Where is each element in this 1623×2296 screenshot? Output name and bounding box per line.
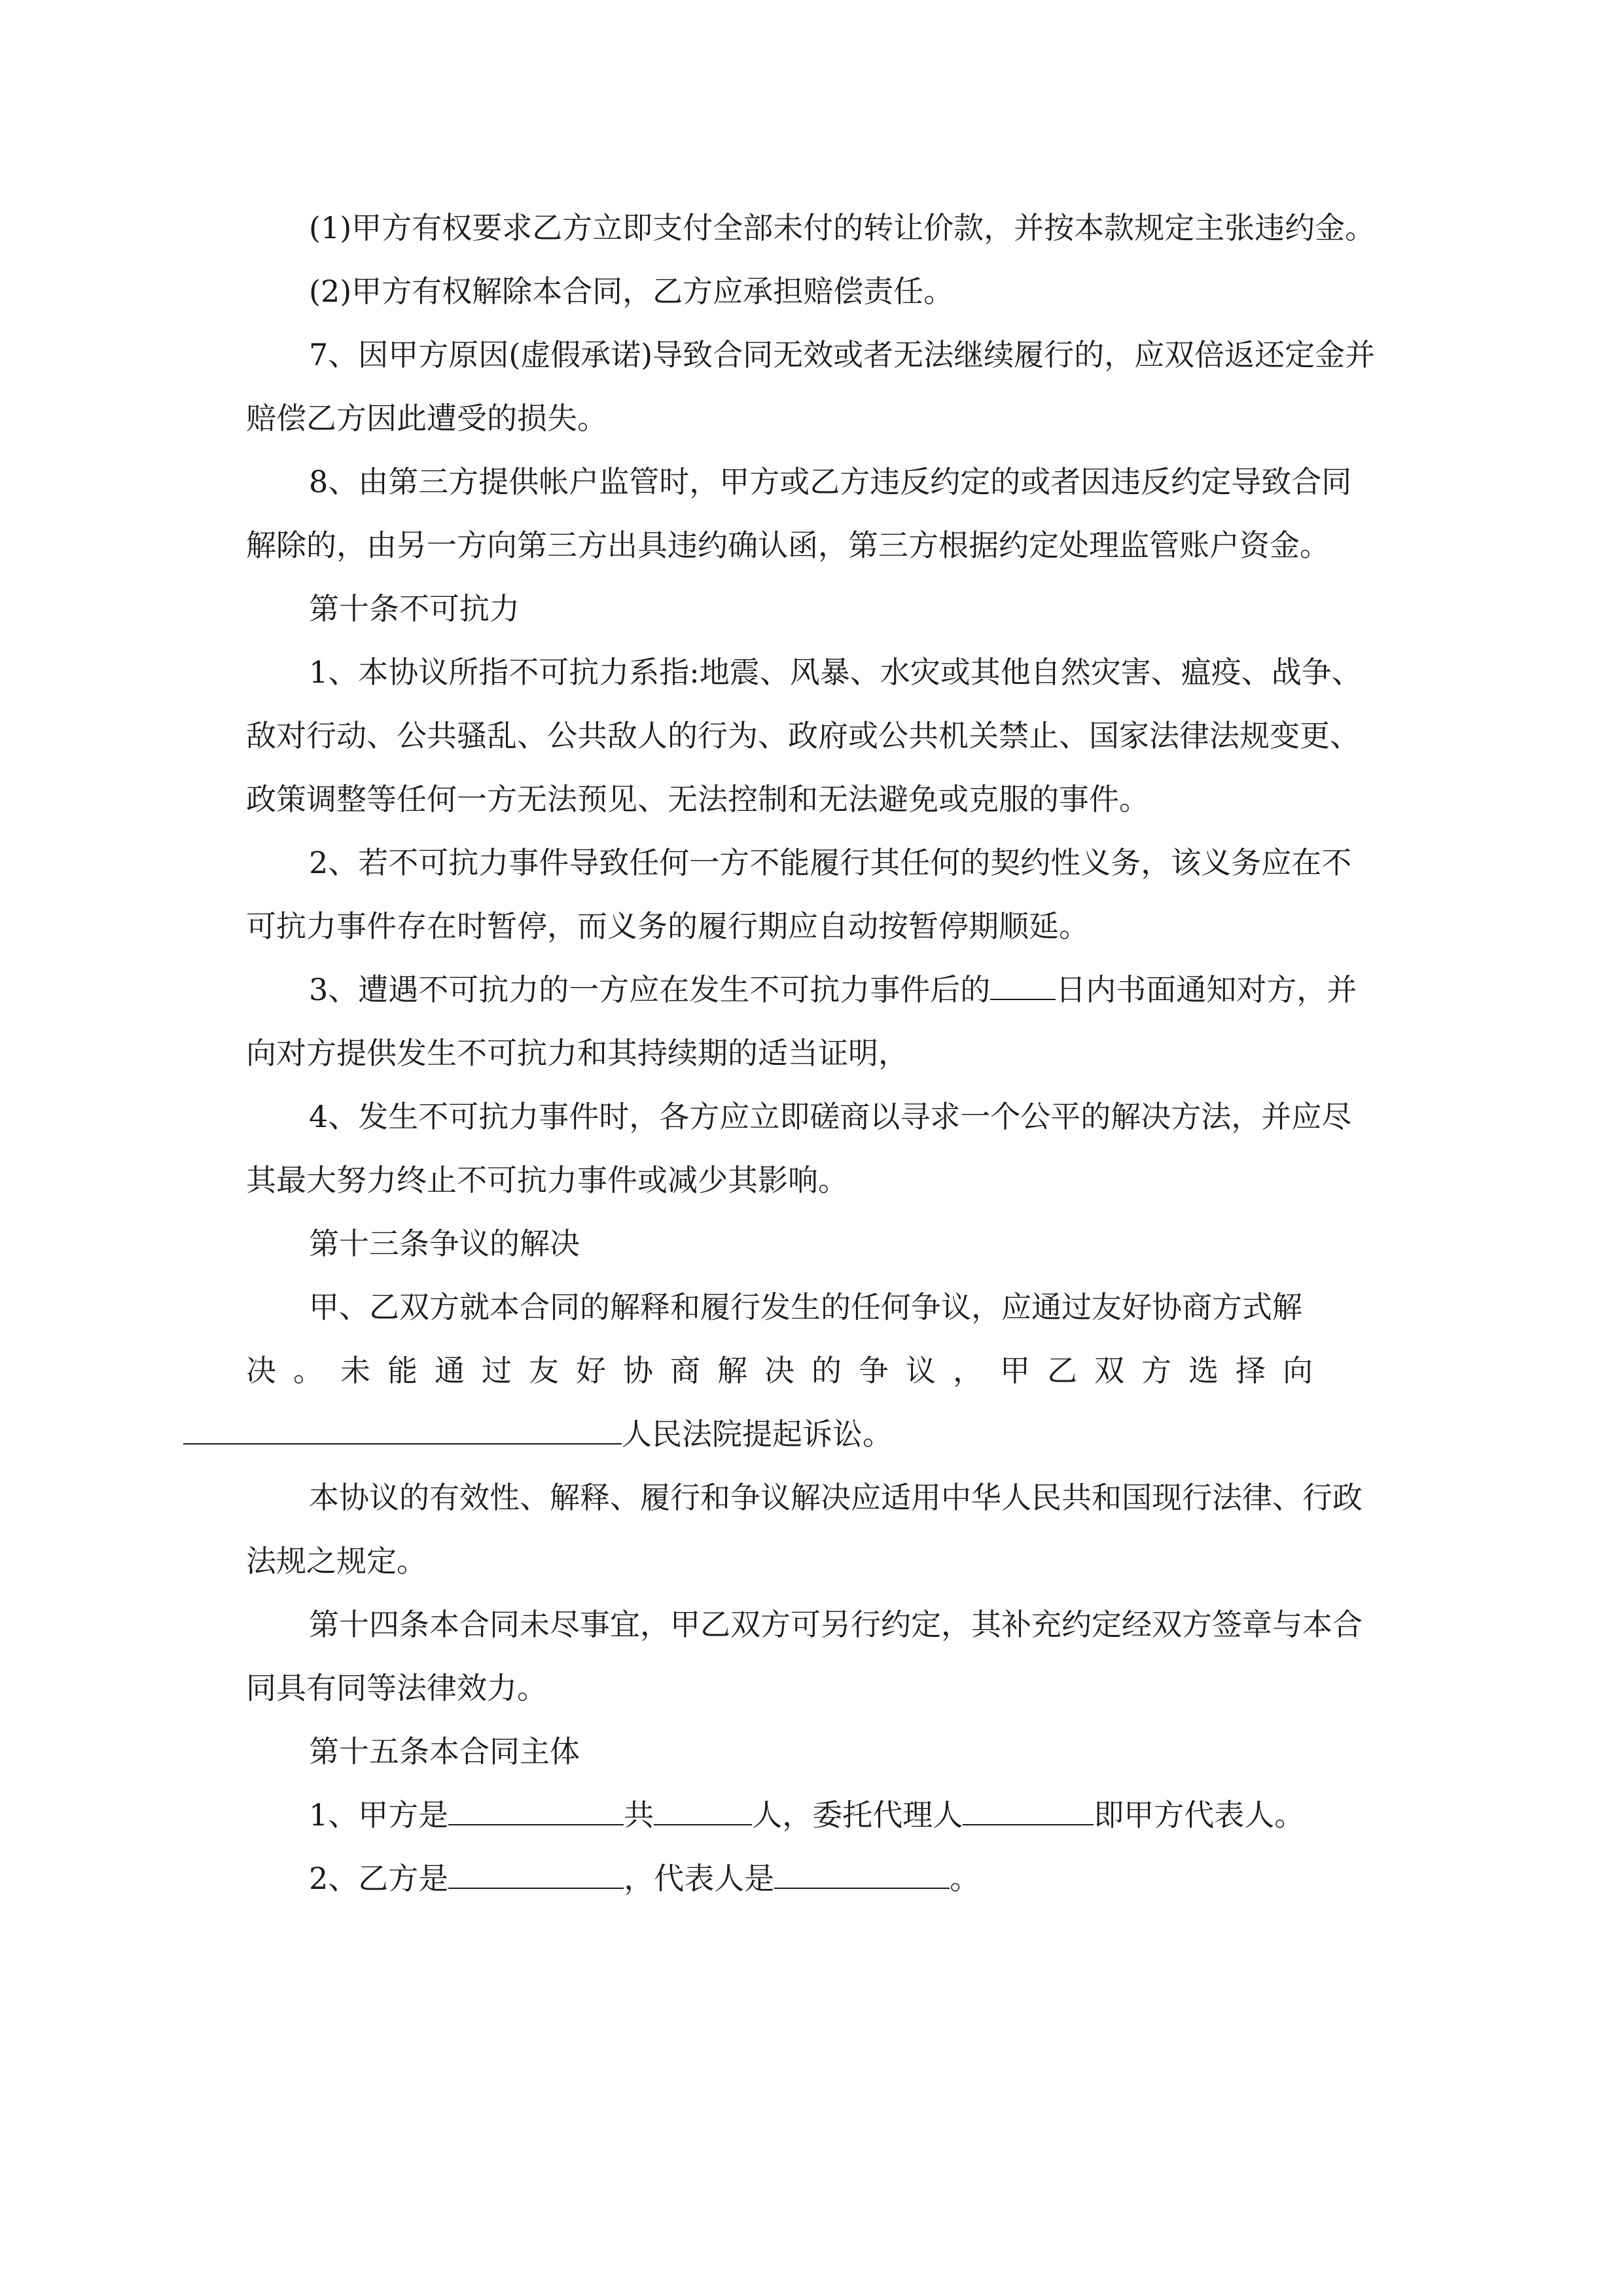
party-a-total-label: 共 — [624, 1797, 654, 1833]
document-page — [246, 196, 1381, 1910]
dispute-text-c: 人民法院提起诉讼。 — [622, 1416, 893, 1452]
party-a-rep-label: 即甲方代表人。 — [1094, 1797, 1305, 1833]
party-a-label: 1、甲方是 — [309, 1797, 449, 1833]
governing-law-paragraph: 本协议的有效性、解释、履行和争议解决应适用中华人民共和国现行法律、行政法规之规定。 — [246, 1480, 1363, 1579]
clause-6-item-2: (2)甲方有权解除本合同，乙方应承担赔偿责任。 — [309, 274, 954, 309]
court-blank — [183, 1417, 622, 1444]
force-majeure-item-4: 4、发生不可抗力事件时，各方应立即磋商以寻求一个公平的解决方法，并应尽其最大努力终止不可抗力事件或减少其影响。 — [246, 1099, 1352, 1198]
party-b-end: 。 — [950, 1861, 980, 1896]
article-15-heading: 第十五条本合同主体 — [309, 1734, 580, 1769]
force-majeure-item-1: 1、本协议所指不可抗力系指:地震、风暴、水灾或其他自然灾害、瘟疫、战争、敌对行动、公共骚乱、公共敌人的行为、政府或公共机关禁止、国家法律法规变更、政策调整等任何一方无法预见、无法控制和无法避免或克服的事件。 — [246, 655, 1362, 817]
article-10-heading: 第十条不可抗力 — [309, 591, 520, 626]
article-14: 第十四条本合同未尽事宜，甲乙双方可另行约定，其补充约定经双方签章与本合同具有同等法律效力。 — [246, 1607, 1363, 1706]
days-blank — [990, 973, 1056, 1000]
clause-7: 7、因甲方原因(虚假承诺)导致合同无效或者无法继续履行的，应双倍返还定金并赔偿乙方因此遭受的损失。 — [246, 337, 1376, 436]
party-a-count-blank — [654, 1798, 752, 1825]
party-b-rep-blank — [774, 1861, 950, 1889]
clause-8: 8、由第三方提供帐户监管时，甲方或乙方违反约定的或者因违反约定导致合同解除的，由另一方向第三方出具违约确认函，第三方根据约定处理监管账户资金。 — [246, 464, 1352, 563]
party-a-agent-blank — [963, 1798, 1094, 1825]
party-a-line — [246, 1784, 1381, 1847]
dispute-resolution-paragraph — [246, 1276, 1381, 1466]
dispute-text-a: 甲、乙双方就本合同的解释和履行发生的任何争议，应通过友好协商方式解 — [309, 1289, 1302, 1325]
force-majeure-item-3 — [246, 958, 1381, 1085]
article-13-heading: 第十三条争议的解决 — [309, 1226, 580, 1261]
party-b-blank — [448, 1861, 624, 1889]
party-a-agent-label: 人，委托代理人 — [752, 1797, 963, 1833]
party-a-blank — [448, 1798, 624, 1825]
clause-6-item-1: (1)甲方有权要求乙方立即支付全部未付的转让价款，并按本款规定主张违约金。 — [309, 210, 1376, 245]
force-majeure-item-3-text-a: 3、遭遇不可抗力的一方应在发生不可抗力事件后的 — [309, 972, 991, 1007]
party-b-line — [246, 1847, 1381, 1910]
party-b-label: 2、乙方是 — [309, 1861, 449, 1896]
dispute-text-b: 决。未能通过友好协商解决的争议，甲乙双方选择向 — [246, 1353, 1330, 1388]
force-majeure-item-2: 2、若不可抗力事件导致任何一方不能履行其任何的契约性义务，该义务应在不可抗力事件存在时暂停，而义务的履行期应自动按暂停期顺延。 — [246, 845, 1352, 944]
force-majeure-item-3-text-b: 日内书面通知对方，并向对方提供发生不可抗力和其持续期的适当证明， — [246, 972, 1357, 1071]
party-b-rep-label: ，代表人是 — [624, 1861, 775, 1896]
